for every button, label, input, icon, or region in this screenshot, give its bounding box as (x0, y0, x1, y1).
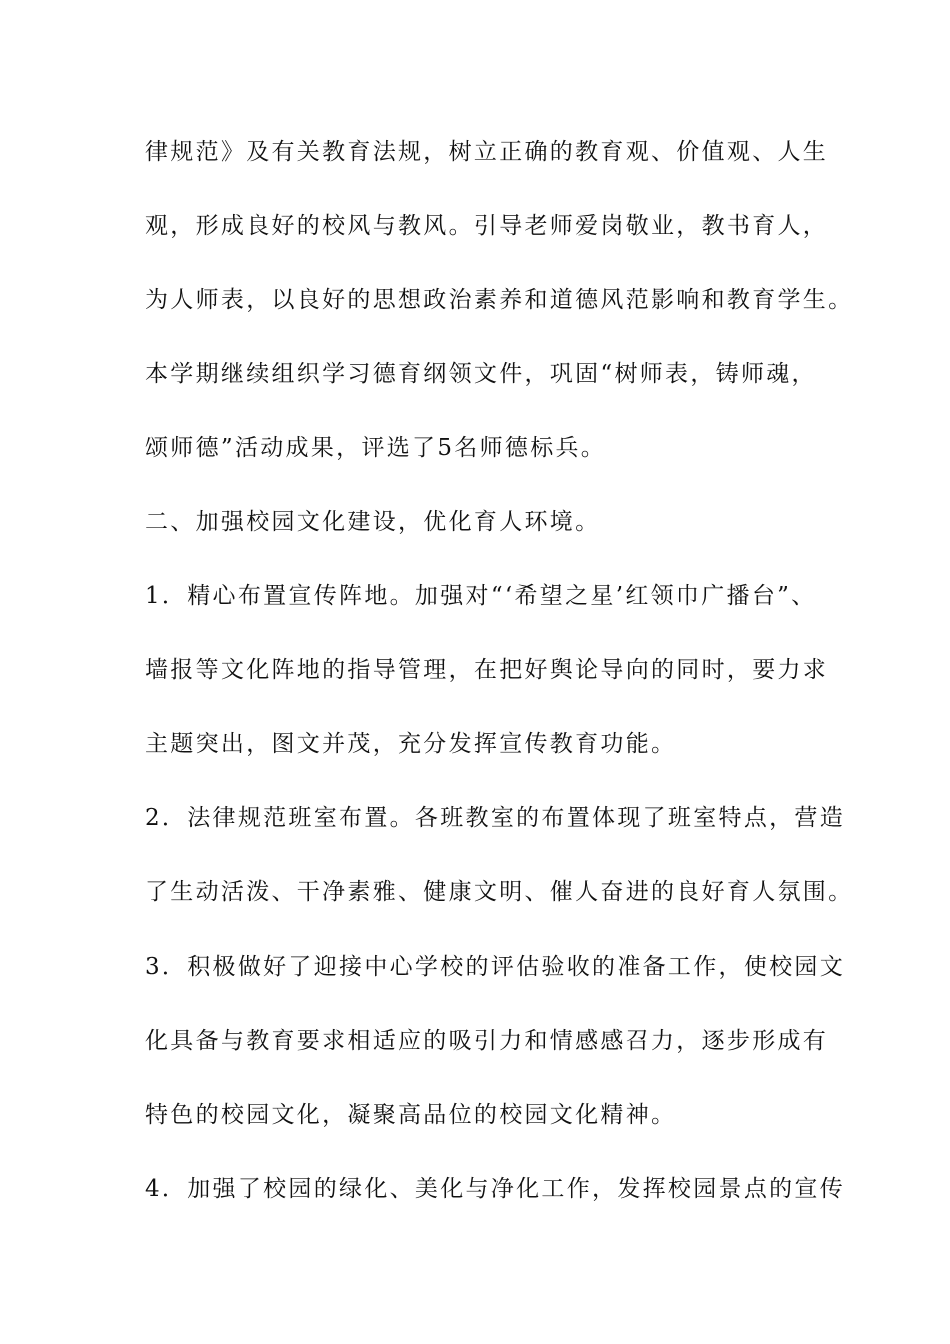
text-line: 主题突出，图文并茂，充分发挥宣传教育功能。 (145, 731, 677, 757)
text-line: 化具备与教育要求相适应的吸引力和情感感召力，逐步形成有 (145, 1028, 829, 1054)
text-line: 2．法律规范班室布置。各班教室的布置体现了班室特点，营造 (145, 805, 846, 831)
section-heading: 二、加强校园文化建设，优化育人环境。 (145, 509, 601, 535)
text-line: 4．加强了校园的绿化、美化与净化工作，发挥校园景点的宣传 (145, 1176, 846, 1202)
text-line: 特色的校园文化，凝聚高品位的校园文化精神。 (145, 1102, 677, 1128)
text-line: 为人师表，以良好的思想政治素养和道德风范影响和教育学生。 (145, 287, 854, 313)
text-line: 律规范》及有关教育法规，树立正确的教育观、价值观、人生 (145, 139, 829, 165)
text-line: 1．精心布置宣传阵地。加强对“‘希望之星’红领巾广播台”、 (145, 583, 817, 609)
text-line: 颂师德”活动成果，评选了5名师德标兵。 (145, 435, 607, 461)
text-line: 了生动活泼、干净素雅、健康文明、催人奋进的良好育人氛围。 (145, 879, 854, 905)
text-line: 本学期继续组织学习德育纲领文件，巩固“树师表，铸师魂， (145, 361, 817, 387)
text-line: 观，形成良好的校风与教风。引导老师爱岗敬业，教书育人， (145, 213, 829, 239)
text-line: 3．积极做好了迎接中心学校的评估验收的准备工作，使校园文 (145, 954, 846, 980)
text-line: 墙报等文化阵地的指导管理，在把好舆论导向的同时，要力求 (145, 657, 829, 683)
